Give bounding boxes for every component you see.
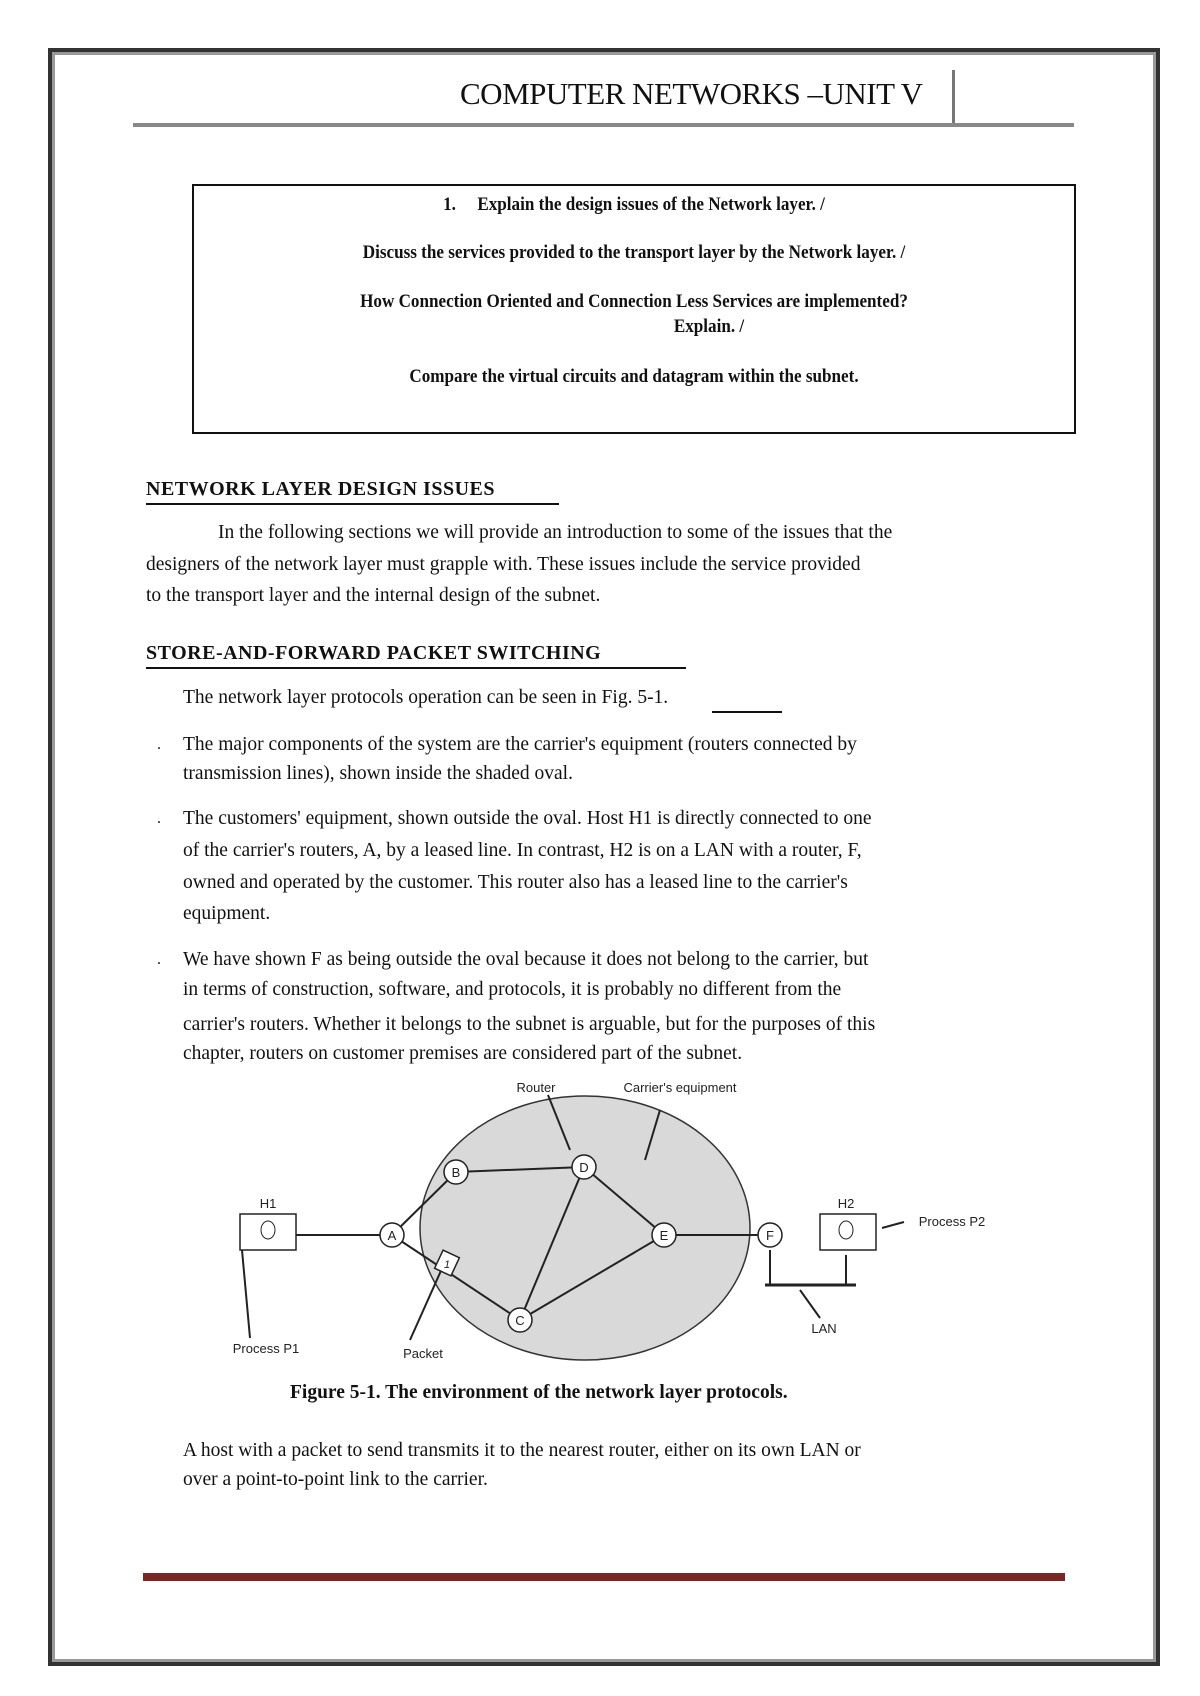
- node-label-a: A: [387, 1228, 397, 1243]
- section-heading-store-forward: STORE-AND-FORWARD PACKET SWITCHING: [146, 642, 602, 664]
- bullet-line: of the carrier's routers, A, by a leased line. In contrast, H2 is on a LAN with a router, F,: [183, 840, 862, 861]
- bullet-line: The customers' equipment, shown outside the oval. Host H1 is directly connected to one: [183, 808, 872, 829]
- bullet-line: The major components of the system are the carrier's equipment (routers connected by: [183, 734, 857, 755]
- closing-line: A host with a packet to send transmits it to the nearest router, either on its own LAN or: [183, 1440, 861, 1461]
- header-divider: [952, 70, 955, 127]
- node-label-b: B: [451, 1165, 461, 1180]
- question-number: 1.: [443, 194, 456, 215]
- page-header-title: COMPUTER NETWORKS –UNIT V: [460, 76, 923, 111]
- question-1: [238, 194, 1030, 216]
- question-line: Explain. /: [673, 316, 745, 337]
- closing-line: over a point-to-point link to the carrier.: [183, 1469, 488, 1490]
- packet-label: Packet: [403, 1346, 443, 1361]
- paragraph-line: to the transport layer and the internal design of the subnet.: [146, 585, 601, 606]
- intro-underline: [712, 711, 782, 713]
- header-rule: [133, 123, 1074, 127]
- question-line: Compare the virtual circuits and datagram within the subnet.: [409, 366, 859, 387]
- question-line: Discuss the services provided to the transport layer by the Network layer. /: [362, 242, 906, 263]
- bullet-line: in terms of construction, software, and protocols, it is probably no different from the: [183, 979, 842, 1000]
- question-box: [192, 184, 1076, 434]
- bullet-marker: .: [157, 736, 161, 753]
- node-label-c: C: [515, 1313, 525, 1328]
- router-label: Router: [516, 1080, 556, 1095]
- bullet-line: chapter, routers on customer premises are considered part of the subnet.: [183, 1043, 743, 1064]
- bullet-line: owned and operated by the customer. This router also has a leased line to the carrier's: [183, 872, 848, 893]
- paragraph-line: designers of the network layer must grapple with. These issues include the service provided: [146, 554, 861, 575]
- carrier-oval: [420, 1096, 750, 1360]
- bullet-line: transmission lines), shown inside the shaded oval.: [183, 763, 573, 784]
- section-heading-design-issues: NETWORK LAYER DESIGN ISSUES: [146, 478, 495, 500]
- network-diagram: [220, 1080, 1000, 1370]
- paragraph-line: In the following sections we will provide an introduction to some of the issues that the: [218, 522, 893, 543]
- bullet-line: equipment.: [183, 903, 271, 924]
- bullet-marker: .: [157, 951, 161, 968]
- intro-line: The network layer protocols operation can be seen in Fig. 5-1.: [183, 687, 669, 708]
- heading-underline: [146, 503, 559, 505]
- p1-pointer: [242, 1250, 250, 1338]
- host-h2-label: H2: [837, 1196, 855, 1211]
- p2-pointer: [882, 1222, 904, 1228]
- host-h1-label: H1: [259, 1196, 277, 1211]
- node-label-e: E: [659, 1228, 669, 1243]
- bullet-line: carrier's routers. Whether it belongs to the subnet is arguable, but for the purposes of this: [183, 1014, 876, 1035]
- bullet-marker: .: [157, 810, 161, 827]
- question-line: How Connection Oriented and Connection Less Services are implemented?: [360, 291, 908, 312]
- node-label-f: F: [766, 1228, 774, 1243]
- question-line: Explain the design issues of the Network layer. /: [477, 194, 825, 215]
- lan-label: LAN: [811, 1321, 837, 1336]
- process-p1-circle: [261, 1221, 275, 1239]
- node-label-d: D: [579, 1160, 589, 1175]
- heading-underline: [146, 667, 686, 669]
- process-p2-circle: [839, 1221, 853, 1239]
- process-p1-label: Process P1: [232, 1341, 300, 1356]
- figure-caption: Figure 5-1. The environment of the network layer protocols.: [290, 1382, 788, 1403]
- bullet-line: We have shown F as being outside the oval because it does not belong to the carrier, but: [183, 949, 869, 970]
- packet-number: 1: [443, 1259, 451, 1271]
- lan-pointer: [800, 1290, 820, 1318]
- process-p2-label: Process P2: [918, 1214, 986, 1229]
- footer-rule: [143, 1573, 1065, 1581]
- carrier-label: Carrier's equipment: [623, 1080, 737, 1095]
